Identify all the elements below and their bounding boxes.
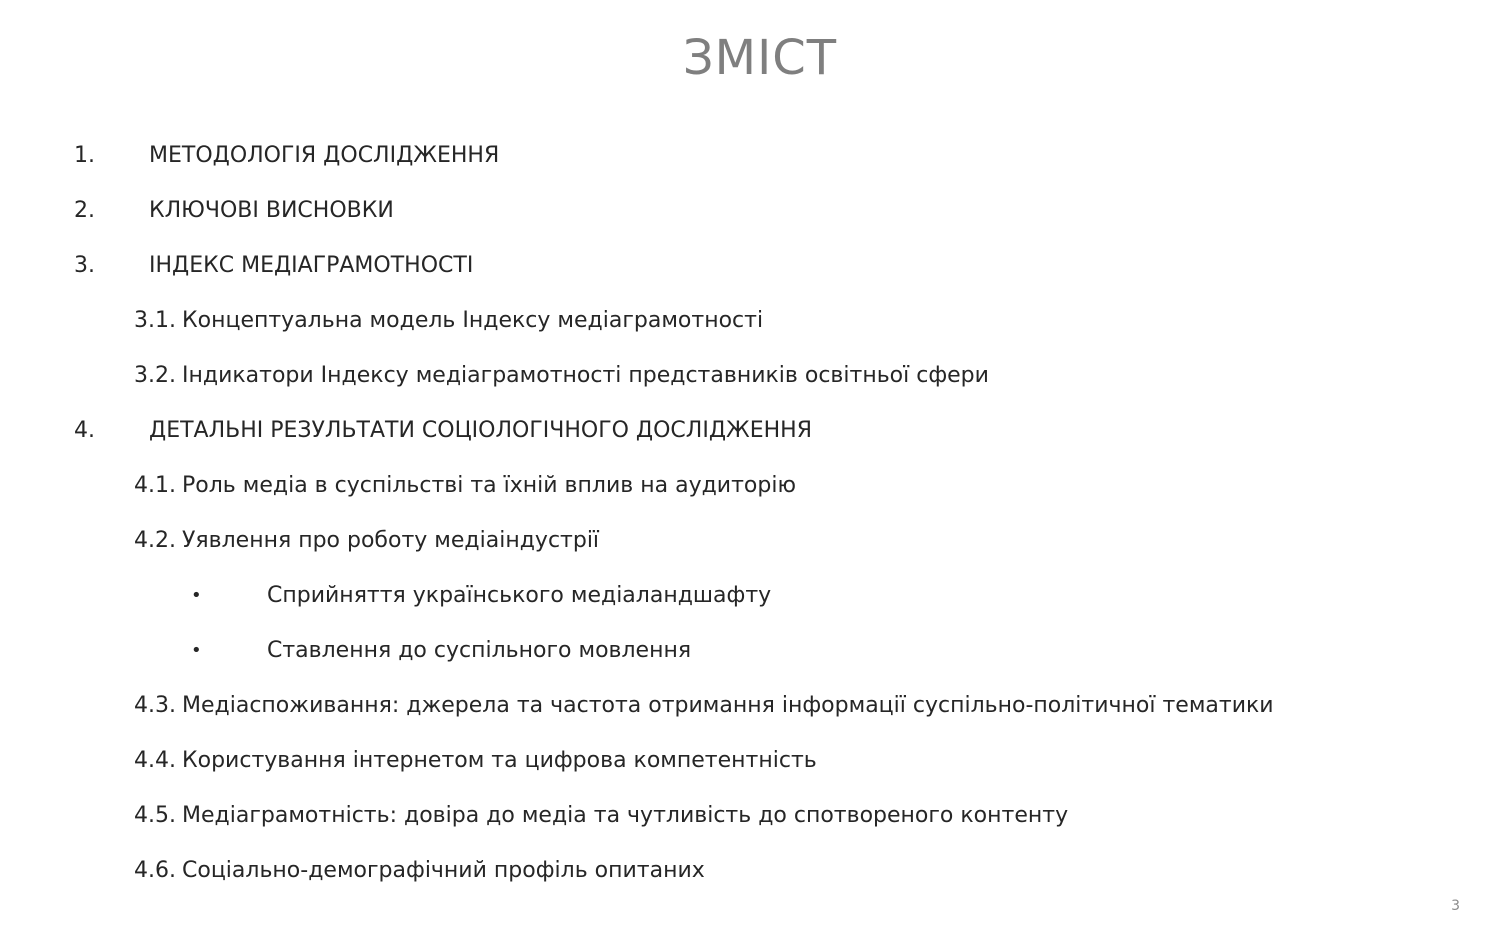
toc-item-number: 3.	[74, 253, 95, 278]
toc-item-3[interactable]	[0, 238, 1500, 293]
toc-item-label: ІНДЕКС МЕДІАГРАМОТНОСТІ	[149, 253, 474, 278]
toc-item-label: ДЕТАЛЬНІ РЕЗУЛЬТАТИ СОЦІОЛОГІЧНОГО ДОСЛІДЖЕННЯ	[149, 418, 812, 443]
toc-item-number: 4.6.	[134, 858, 176, 883]
toc-item-4-4[interactable]	[0, 733, 1500, 788]
toc-item-label: КЛЮЧОВІ ВИСНОВКИ	[149, 198, 394, 223]
toc-item-number: 3.2.	[134, 363, 176, 388]
toc-item-label: Індикатори Індексу медіаграмотності представників освітньої сфери	[182, 363, 989, 388]
toc-item-3-1[interactable]	[0, 293, 1500, 348]
toc-item-number: 1.	[74, 143, 95, 168]
toc-subitem-media-landscape[interactable]	[0, 568, 1500, 623]
toc-subitem-public-broadcasting[interactable]	[0, 623, 1500, 678]
toc-item-4-2[interactable]	[0, 513, 1500, 568]
bullet-icon: •	[191, 585, 202, 606]
toc-item-label: Користування інтернетом та цифрова компетентність	[182, 748, 817, 773]
bullet-icon: •	[191, 640, 202, 661]
toc-item-number: 2.	[74, 198, 95, 223]
toc-item-number: 4.	[74, 418, 95, 443]
toc-item-1[interactable]	[0, 128, 1500, 183]
toc-item-number: 4.5.	[134, 803, 176, 828]
toc-item-number: 4.2.	[134, 528, 176, 553]
page-title: ЗМІСТ	[682, 30, 838, 86]
toc-item-number: 4.4.	[134, 748, 176, 773]
toc-item-4-5[interactable]	[0, 788, 1500, 843]
toc-item-label: Концептуальна модель Індексу медіаграмотності	[182, 308, 764, 333]
toc-item-label: Медіаспоживання: джерела та частота отримання інформації суспільно-політичної тематики	[182, 693, 1274, 718]
toc-item-4-6[interactable]	[0, 843, 1500, 898]
page-number: 3	[1451, 898, 1460, 914]
toc-item-number: 4.1.	[134, 473, 176, 498]
toc-item-3-2[interactable]	[0, 348, 1500, 403]
toc-item-label: Уявлення про роботу медіаіндустрії	[182, 528, 600, 553]
toc-item-label: МЕТОДОЛОГІЯ ДОСЛІДЖЕННЯ	[149, 143, 500, 168]
table-of-contents	[0, 128, 1500, 898]
toc-item-number: 4.3.	[134, 693, 176, 718]
toc-item-label: Роль медіа в суспільстві та їхній вплив на аудиторію	[182, 473, 796, 498]
toc-item-4-3[interactable]	[0, 678, 1500, 733]
toc-item-label: Сприйняття українського медіаландшафту	[267, 583, 772, 608]
toc-item-label: Ставлення до суспільного мовлення	[267, 638, 692, 663]
toc-item-label: Соціально-демографічний профіль опитаних	[182, 858, 705, 883]
toc-item-label: Медіаграмотність: довіра до медіа та чутливість до спотвореного контенту	[182, 803, 1069, 828]
toc-item-4[interactable]	[0, 403, 1500, 458]
toc-item-4-1[interactable]	[0, 458, 1500, 513]
toc-item-2[interactable]	[0, 183, 1500, 238]
toc-item-number: 3.1.	[134, 308, 176, 333]
